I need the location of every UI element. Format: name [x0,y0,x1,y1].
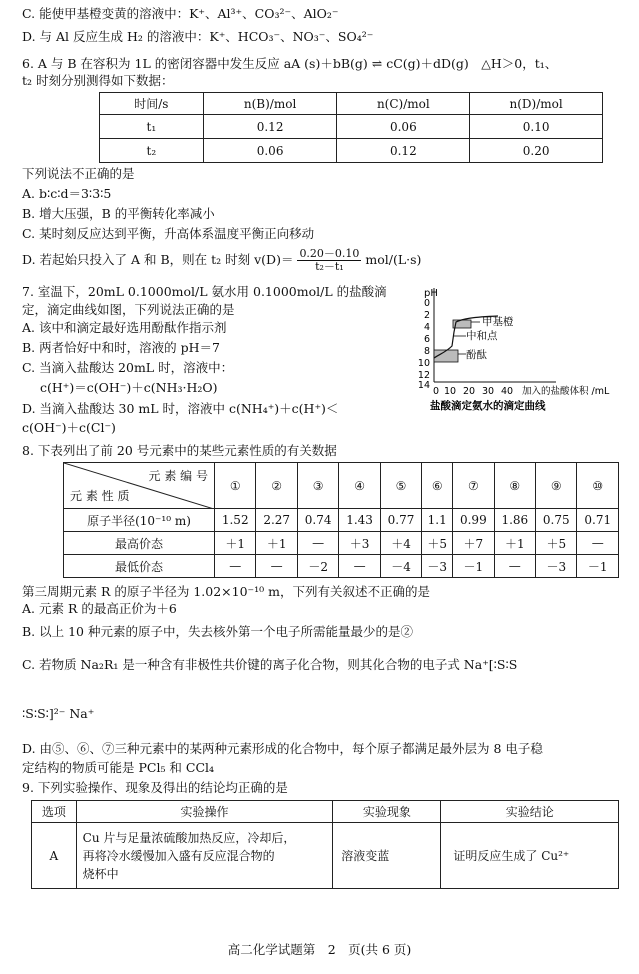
fraction [297,248,361,273]
y-tick: 10 [417,358,430,369]
q6-option-c: C. 某时刻反应达到平衡，升高体系温度平衡正向移动 [22,226,315,241]
q6-th: 时间/s [100,93,204,115]
table-cell: －4 [380,555,421,578]
y-tick: 8 [423,346,430,357]
table-cell: ＋5 [422,532,453,555]
y-tick: 2 [423,310,430,321]
table-cell: －2 [297,555,338,578]
q6-data-table [99,92,603,163]
q9-operation [76,823,333,889]
q6-cell: 0.12 [203,115,337,139]
table-cell: ＋7 [453,532,494,555]
table-row [100,139,603,163]
element-number: ⑦ [453,463,494,509]
table-cell: — [339,555,380,578]
x-tick: 30 [481,386,495,397]
table-cell: ＋5 [536,532,577,555]
y-axis-label: pH [424,288,438,299]
q8-option-d-line2: 定结构的物质可能是 PCl₅ 和 CCl₄ [22,760,215,775]
table-cell: 0.77 [380,509,421,532]
corner-top-label: 元 素 编 号 [148,469,208,483]
table-cell: －3 [422,555,453,578]
y-tick: 0 [423,298,430,309]
q7-option-c: C. 当滴入盐酸达 20mL 时，溶液中： [22,360,234,375]
table-cell: ＋1 [256,532,297,555]
annotation-methyl-orange: 甲基橙 [482,316,514,328]
q6-option-a: A. b∶c∶d＝3∶3∶5 [22,186,112,201]
q9-conclusion: 证明反应生成了 Cu²⁺ [441,823,619,889]
table-cell: — [297,532,338,555]
q9-experiment-table [31,800,619,889]
element-number: ② [256,463,297,509]
x-tick: 10 [443,386,457,397]
table-cell: — [494,555,535,578]
q6-cell: 0.06 [203,139,337,163]
q8-option-d-line1: D. 由⑤、⑥、⑦三种元素中的某两种元素形成的化合物中，每个原子都满足最外层为 8 电子稳 [22,741,543,756]
table-cell: ＋4 [380,532,421,555]
table-row [32,823,619,889]
q6-th: n(B)/mol [203,93,337,115]
q8-option-b: B. 以上 10 种元素的原子中，失去核外第一个电子所需能量最少的是② [22,624,413,639]
q6-th: n(C)/mol [337,93,470,115]
q6-option-d-prefix: D. 若起始只投入了 A 和 B，则在 t₂ 时刻 v(D)＝ [22,252,294,267]
q6-stem-line1: 6. A 与 B 在容积为 1L 的密闭容器中发生反应 aA (s)＋bB(g) ⇌ cC(g)＋dD(g) △H＞0，t₁、 [22,56,558,71]
y-ticks [418,298,430,391]
q6-cell: 0.20 [470,139,603,163]
table-cell: ＋1 [494,532,535,555]
q9-operation-line: 再将冷水缓慢加入盛有反应混合物的 [82,848,275,863]
table-cell: ＋3 [339,532,380,555]
table-cell: — [215,555,256,578]
q7-option-c-eq: c(H⁺)＝c(OH⁻)＋c(NH₃·H₂O) [40,380,218,395]
q9-th: 实验操作 [76,801,333,823]
q9-phenomenon: 溶液变蓝 [333,823,441,889]
q5-option-c: C. 能使甲基橙变黄的溶液中：K⁺、Al³⁺、CO₃²⁻、AlO₂⁻ [22,6,339,21]
fraction-denominator: t₂－t₁ [315,260,344,273]
annotation-phenolphthalein: 酚酞 [466,349,487,361]
q7-option-d-cont: c(OH⁻)＋c(Cl⁻) [22,420,116,435]
q6-option-d [22,248,421,273]
q9-th: 实验结论 [441,801,619,823]
x-tick: 0 [432,386,440,397]
table-cell: －1 [453,555,494,578]
table-cell: — [256,555,297,578]
element-number: ⑥ [422,463,453,509]
q8-option-a: A. 元素 R 的最高正价为＋6 [22,601,177,616]
q6-th: n(D)/mol [470,93,603,115]
table-cell: 1.86 [494,509,535,532]
q7-option-d: D. 当滴入盐酸达 30 mL 时，溶液中 c(NH₄⁺)＋c(H⁺)＜ [22,401,339,416]
q6-option-b: B. 增大压强，B 的平衡转化率减小 [22,206,215,221]
q6-option-d-unit: mol/(L·s) [365,252,422,267]
q8-stem: 8. 下表列出了前 20 号元素中的某些元素性质的有关数据 [22,443,337,458]
element-number: ① [215,463,256,509]
element-number: ⑤ [380,463,421,509]
q7-option-a: A. 该中和滴定最好选用酚酞作指示剂 [22,320,227,335]
y-tick: 6 [423,334,430,345]
row-label: 最高价态 [64,532,215,555]
x-ticks [433,386,513,397]
x-tick: 40 [500,386,514,397]
row-label: 最低价态 [64,555,215,578]
table-cell: 2.27 [256,509,297,532]
table-row [64,555,619,578]
y-tick: 12 [417,370,430,381]
table-cell: 1.43 [339,509,380,532]
annotation-equivalence-point: 中和点 [466,330,498,342]
q9-operation-line: Cu 片与足量浓硫酸加热反应，冷却后， [82,830,296,845]
element-number: ③ [297,463,338,509]
table-row [64,509,619,532]
q9-th: 选项 [32,801,77,823]
fraction-numerator: 0.20－0.10 [299,247,360,260]
q5-option-d: D. 与 Al 反应生成 H₂ 的溶液中：K⁺、HCO₃⁻、NO₃⁻、SO₄²⁻ [22,29,374,44]
q7-stem-line2: 定，滴定曲线如图，下列说法正确的是 [22,302,235,317]
table-cell: — [577,532,619,555]
q6-stem-line2: t₂ 时刻分别测得如下数据： [22,73,174,88]
row-label: 原子半径(10⁻¹⁰ m) [64,509,215,532]
q6-cell: 0.10 [470,115,603,139]
page-footer: 高二化学试题第 2 页(共 6 页) [227,942,412,957]
q6-cell: t₁ [100,115,204,139]
q6-cell: 0.06 [337,115,470,139]
table-row [64,532,619,555]
table-cell: 0.75 [536,509,577,532]
element-number: ⑩ [577,463,619,509]
q9-stem: 9. 下列实验操作、现象及得出的结论均正确的是 [22,780,288,795]
q9-operation-line: 烧杯中 [82,866,119,881]
table-cell: 0.99 [453,509,494,532]
element-number: ④ [339,463,380,509]
table-cell: －3 [536,555,577,578]
figure-caption: 盐酸滴定氨水的滴定曲线 [430,400,546,412]
y-tick: 14 [417,380,430,391]
element-number: ⑨ [536,463,577,509]
q8-element-table [63,462,619,578]
table-row [100,115,603,139]
table-cell: 1.52 [215,509,256,532]
q7-stem-line1: 7. 室温下，20mL 0.1000mol/L 氨水用 0.1000mol/L 的盐酸滴 [22,284,387,299]
q6-cell: 0.12 [337,139,470,163]
q9-th: 实验现象 [333,801,441,823]
q8-option-c-line2: ∶S∶S∶]²⁻ Na⁺ [22,706,95,721]
q6-prompt: 下列说法不正确的是 [22,166,135,181]
q7-option-b: B. 两者恰好中和时，溶液的 pH＝7 [22,340,220,355]
q8-corner-cell [64,463,215,509]
x-axis-label: 加入的盐酸体积 /mL [522,386,610,397]
table-cell: 1.1 [422,509,453,532]
table-cell: ＋1 [215,532,256,555]
q9-option: A [32,823,77,889]
table-cell: 0.71 [577,509,619,532]
titration-curve-figure [406,282,632,422]
table-cell: 0.74 [297,509,338,532]
q6-cell: t₂ [100,139,204,163]
table-cell: －1 [577,555,619,578]
y-tick: 4 [423,322,430,333]
element-number: ⑧ [494,463,535,509]
q8-line1: 第三周期元素 R 的原子半径为 1.02×10⁻¹⁰ m，下列有关叙述不正确的是 [22,584,430,599]
q8-option-c-line1: C. 若物质 Na₂R₁ 是一种含有非极性共价键的离子化合物，则其化合物的电子式 Na⁺[∶S∶S [22,657,518,672]
x-tick: 20 [462,386,476,397]
corner-bottom-label: 元 素 性 质 [70,489,130,503]
